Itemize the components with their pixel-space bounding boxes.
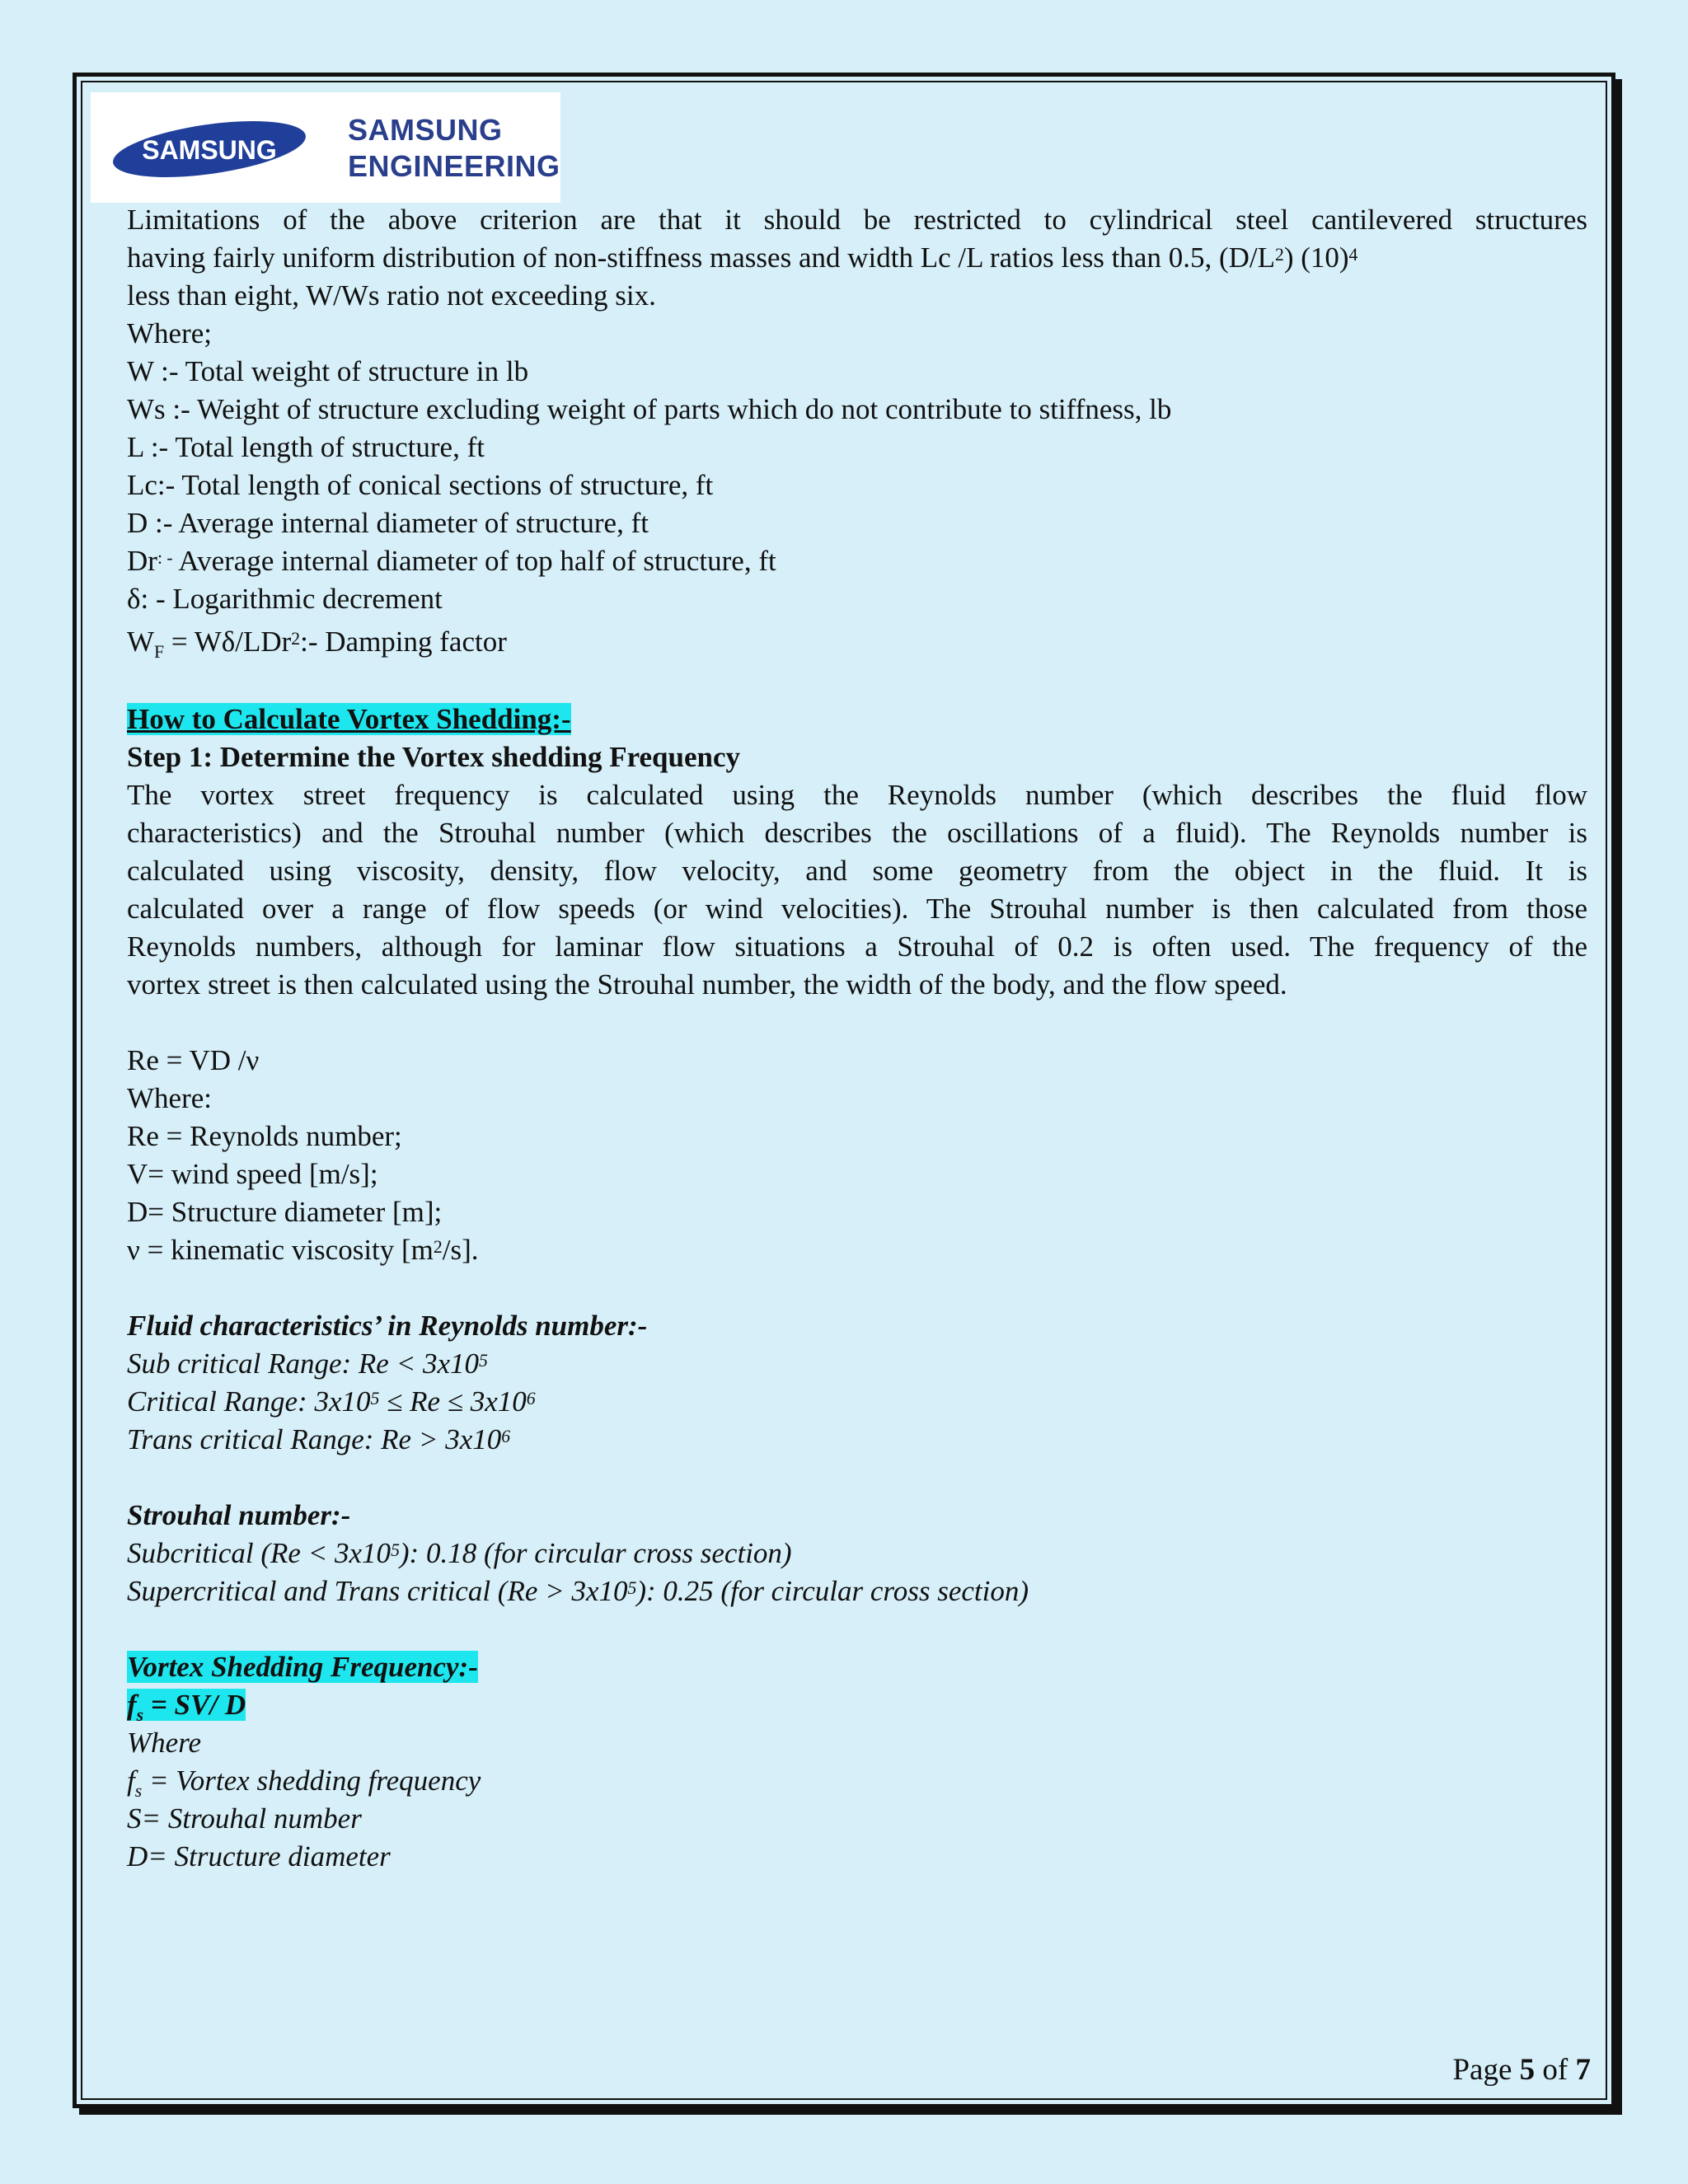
def-lc: Lc:- Total length of conical sections of structure, ft [127,469,714,501]
logo-line-1: SAMSUNG [348,113,503,147]
vsf-heading: Vortex Shedding Frequency:- [127,1651,478,1683]
def-delta: δ: - Logarithmic decrement [127,583,443,615]
vsf-formula-rest: = SV/ D [143,1689,246,1721]
fluid-subcritical [127,1345,1587,1383]
dr-text: Average internal diameter of top half of structure, ft [172,545,776,577]
wf-sup: 2 [291,629,301,649]
vsf-f: f [127,1689,137,1721]
howto-para-1: The vortex street frequency is calculated using the Reynolds number (which describes the fluid flow [127,779,1587,811]
strouhal-l2-end: ): 0.25 (for circular cross section) [636,1575,1029,1607]
vsf-heading-line [127,1648,1587,1686]
vsf-formula-line [127,1686,1587,1724]
dr-marks: : - [157,548,173,569]
howto-heading: How to Calculate Vortex Shedding:- [127,703,571,735]
logo-line-2: ENGINEERING [348,149,560,183]
page-number [1452,2052,1591,2088]
re-def-v: V= wind speed [m/s]; [127,1158,378,1190]
nu-text: ν = kinematic viscosity [m [127,1234,434,1266]
wf-end: :- Damping factor [300,626,507,658]
strouhal-subcritical [127,1535,1587,1572]
samsung-oval-logo [110,115,308,183]
howto-para-5: Reynolds numbers, although for laminar flow situations a Strouhal of 0.2 is often used. The frequency of the [127,930,1587,963]
page-total: 7 [1575,2053,1591,2087]
fluid-crit-text-2: ≤ Re ≤ 3x10 [379,1385,527,1418]
def-w: W :- Total weight of structure in lb [127,355,529,387]
nu-end: /s]. [442,1234,479,1266]
intro-line-3: less than eight, W/Ws ratio not exceeding six. [127,279,656,312]
vsf-def-s: S= Strouhal number [127,1802,362,1835]
samsung-engineering-logo [91,92,560,203]
re-formula: Re = VD /ν [127,1044,260,1076]
vsf-def-fs [127,1762,1587,1800]
re-where: Where: [127,1082,212,1114]
fluid-trans-text: Trans critical Range: Re > 3x10 [127,1423,502,1455]
vsf-def-f: f [127,1765,135,1797]
intro-line-1: Limitations of the above criterion are that it should be restricted to cylindrical steel cantilevered structures [127,204,1587,236]
fluid-critical [127,1383,1587,1421]
def-d: D :- Average internal diameter of structure, ft [127,507,649,539]
samsung-oval-graphic [110,115,308,183]
page-word: Page [1452,2053,1520,2087]
strouhal-l1-text: Subcritical (Re < 3x10 [127,1537,392,1569]
fluid-sub-text: Sub critical Range: Re < 3x10 [127,1347,479,1380]
fluid-trans-sup: 6 [501,1427,511,1447]
def-wf [127,623,1587,661]
page-current: 5 [1519,2053,1536,2087]
vsf-where: Where [127,1727,202,1759]
samsung-oval-text: SAMSUNG [142,135,277,165]
strouhal-l1-sup: 5 [391,1540,400,1561]
howto-para-2: characteristics) and the Strouhal number (which describes the oscillations of a fluid). The Reynolds number is [127,817,1587,849]
spacer [127,1004,1587,1042]
strouhal-l1-end: ): 0.18 (for circular cross section) [399,1537,792,1569]
fluid-heading: Fluid characteristics’ in Reynolds number:- [127,1310,648,1342]
strouhal-l2-sup: 5 [627,1578,637,1599]
intro-line-2-end: ) (10) [1283,241,1349,274]
spacer [127,1459,1587,1497]
fluid-sub-sup: 5 [478,1351,488,1371]
spacer [127,1269,1587,1307]
page-content [127,201,1587,1876]
wf-mid: = Wδ/LDr [164,626,292,658]
fluid-crit-sup-1: 5 [370,1389,380,1409]
vsf-def-fs-text: = Vortex shedding frequency [142,1765,481,1797]
def-l: L :- Total length of structure, ft [127,431,485,463]
re-def-d: D= Structure diameter [m]; [127,1196,443,1228]
re-def-re: Re = Reynolds number; [127,1120,402,1152]
nu-sup: 2 [433,1237,443,1258]
vsf-f-sub: s [136,1705,144,1725]
intro-sup-2: 4 [1348,245,1358,265]
howto-para-4: calculated over a range of flow speeds (or wind velocities). The Strouhal number is then calculated from those [127,893,1587,925]
page-of: of [1535,2053,1576,2087]
intro-line-2 [127,239,1587,277]
wf-sub: F [154,642,165,662]
intro-where: Where; [127,317,212,349]
spacer [127,1610,1587,1648]
def-ws: Ws :- Weight of structure excluding weight of parts which do not contribute to stiffness, lb [127,393,1172,425]
re-def-nu [127,1231,1587,1269]
vsf-def-f-sub: s [134,1781,143,1801]
wf-w: W [127,626,155,658]
fluid-crit-text: Critical Range: 3x10 [127,1385,371,1418]
logo-wordmark [348,112,560,185]
howto-para-3: calculated using viscosity, density, flow velocity, and some geometry from the object in the fluid. It is [127,855,1587,887]
strouhal-heading: Strouhal number:- [127,1499,351,1531]
howto-para-6: vortex street is then calculated using the Strouhal number, the width of the body, and the flow speed. [127,968,1287,1001]
howto-heading-line [127,701,1587,738]
vsf-formula [127,1689,246,1725]
vsf-def-d: D= Structure diameter [127,1840,391,1872]
strouhal-l2-text: Supercritical and Trans critical (Re > 3x10 [127,1575,628,1607]
intro-line-2-text: having fairly uniform distribution of non-stiffness masses and width Lc /L ratios less than 0.5, (D/L [127,241,1275,274]
fluid-transcritical [127,1421,1587,1459]
strouhal-supercritical [127,1572,1587,1610]
spacer [127,661,1587,701]
dr-prefix: Dr [127,545,157,577]
intro-sup-1: 2 [1274,245,1284,265]
def-dr [127,542,1587,580]
fluid-crit-sup-2: 6 [526,1389,536,1409]
step1-heading: Step 1: Determine the Vortex shedding Frequency [127,741,741,773]
